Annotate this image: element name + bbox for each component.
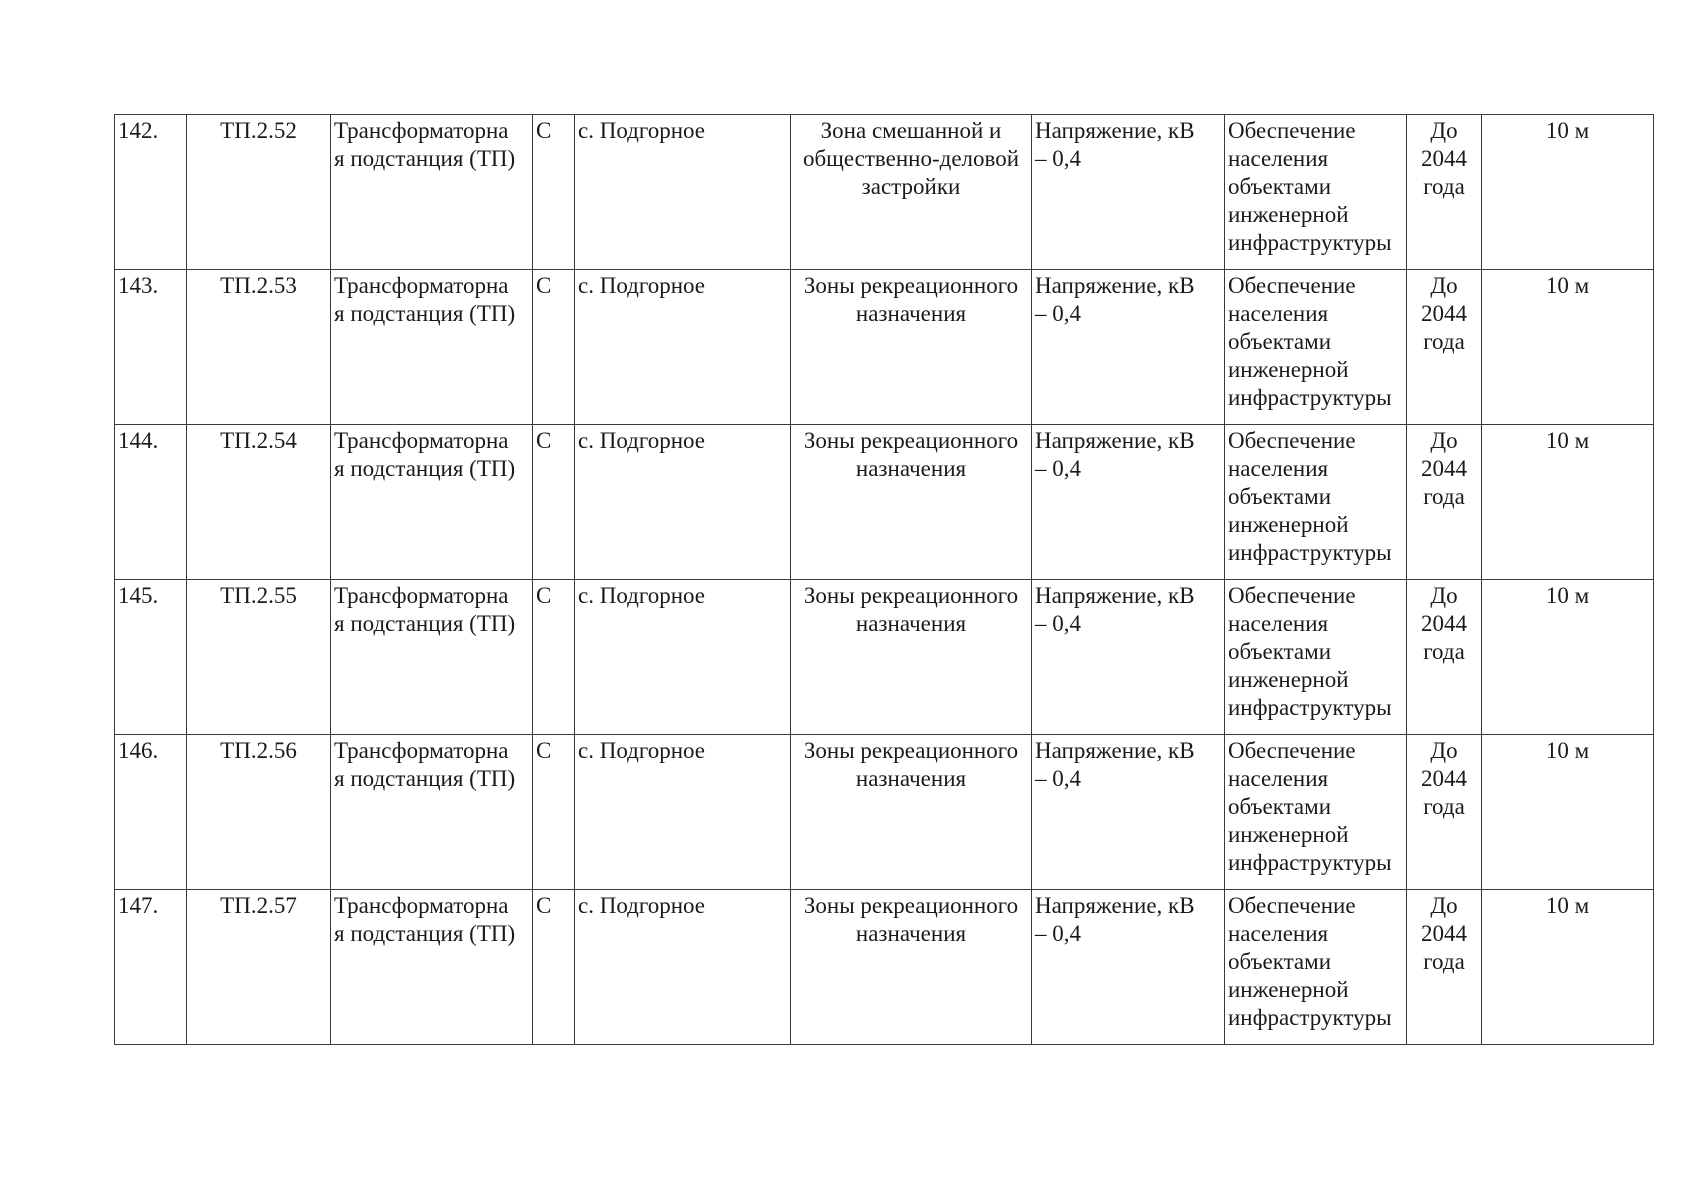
cell-status: С — [533, 115, 575, 270]
cell-location: с. Подгорное — [575, 735, 791, 890]
cell-status: С — [533, 890, 575, 1045]
object-name-line: я подстанция (ТП) — [334, 301, 516, 326]
cell-status: С — [533, 580, 575, 735]
cell-object-name — [331, 115, 533, 270]
cell-location: с. Подгорное — [575, 890, 791, 1045]
cell-functional-zone — [791, 890, 1032, 1045]
zone-line: Зоны рекреационного — [803, 738, 1019, 763]
cell-number: 147. — [115, 890, 187, 1045]
cell-parameters — [1032, 735, 1225, 890]
object-name-line: Трансформаторна — [334, 428, 509, 453]
parameter-line: – 0,4 — [1035, 146, 1081, 171]
purpose-line: объектами — [1228, 484, 1332, 509]
purpose-line: Обеспечение — [1228, 893, 1356, 918]
cell-purpose — [1225, 425, 1407, 580]
cell-code: ТП.2.52 — [187, 115, 331, 270]
term-line: года — [1423, 794, 1465, 819]
cell-object-name — [331, 425, 533, 580]
cell-parameters — [1032, 890, 1225, 1045]
cell-functional-zone — [791, 115, 1032, 270]
cell-parameters — [1032, 425, 1225, 580]
table-row — [115, 580, 1654, 735]
object-name-line: Трансформаторна — [334, 738, 509, 763]
table-row — [115, 270, 1654, 425]
zone-line: назначения — [855, 456, 967, 481]
purpose-line: Обеспечение — [1228, 738, 1356, 763]
purpose-line: объектами — [1228, 949, 1332, 974]
cell-number: 145. — [115, 580, 187, 735]
cell-functional-zone — [791, 425, 1032, 580]
parameter-line: Напряжение, кВ — [1035, 738, 1195, 763]
object-name-line: я подстанция (ТП) — [334, 766, 516, 791]
term-line: 2044 — [1421, 301, 1467, 326]
purpose-line: населения — [1228, 921, 1329, 946]
parameter-line: – 0,4 — [1035, 301, 1081, 326]
purpose-line: инженерной — [1228, 822, 1349, 847]
parameter-line: Напряжение, кВ — [1035, 428, 1195, 453]
purpose-line: инженерной — [1228, 357, 1349, 382]
zone-line: застройки — [861, 174, 961, 199]
cell-term — [1407, 115, 1482, 270]
cell-parameters — [1032, 115, 1225, 270]
parameter-line: – 0,4 — [1035, 766, 1081, 791]
cell-parameters — [1032, 270, 1225, 425]
cell-code: ТП.2.55 — [187, 580, 331, 735]
purpose-line: инженерной — [1228, 512, 1349, 537]
cell-object-name — [331, 890, 533, 1045]
cell-number: 143. — [115, 270, 187, 425]
term-line: года — [1423, 639, 1465, 664]
cell-location: с. Подгорное — [575, 270, 791, 425]
cell-code: ТП.2.57 — [187, 890, 331, 1045]
object-name-line: Трансформаторна — [334, 893, 509, 918]
zone-line: общественно-деловой — [802, 146, 1020, 171]
zone-line: Зоны рекреационного — [803, 583, 1019, 608]
cell-term — [1407, 270, 1482, 425]
cell-parameters — [1032, 580, 1225, 735]
purpose-line: инженерной — [1228, 667, 1349, 692]
object-name-line: Трансформаторна — [334, 273, 509, 298]
cell-object-name — [331, 580, 533, 735]
cell-number: 146. — [115, 735, 187, 890]
term-line: До — [1430, 118, 1458, 143]
zone-line: Зоны рекреационного — [803, 893, 1019, 918]
cell-term — [1407, 580, 1482, 735]
purpose-line: инфраструктуры — [1228, 385, 1392, 410]
cell-status: С — [533, 425, 575, 580]
table-body — [115, 115, 1654, 1045]
cell-code: ТП.2.54 — [187, 425, 331, 580]
purpose-line: инженерной — [1228, 977, 1349, 1002]
zone-line: Зона смешанной и — [820, 118, 1002, 143]
parameter-line: Напряжение, кВ — [1035, 273, 1195, 298]
cell-zone-size: 10 м — [1482, 580, 1654, 735]
purpose-line: объектами — [1228, 329, 1332, 354]
term-line: года — [1423, 329, 1465, 354]
table-row — [115, 115, 1654, 270]
term-line: года — [1423, 949, 1465, 974]
cell-object-name — [331, 735, 533, 890]
object-name-line: Трансформаторна — [334, 118, 509, 143]
purpose-line: инфраструктуры — [1228, 695, 1392, 720]
term-line: До — [1430, 583, 1458, 608]
cell-functional-zone — [791, 580, 1032, 735]
object-name-line: я подстанция (ТП) — [334, 611, 516, 636]
cell-zone-size: 10 м — [1482, 425, 1654, 580]
purpose-line: инфраструктуры — [1228, 850, 1392, 875]
purpose-line: инфраструктуры — [1228, 540, 1392, 565]
cell-location: с. Подгорное — [575, 115, 791, 270]
term-line: 2044 — [1421, 766, 1467, 791]
purpose-line: инфраструктуры — [1228, 230, 1392, 255]
purpose-line: инженерной — [1228, 202, 1349, 227]
parameter-line: – 0,4 — [1035, 456, 1081, 481]
cell-functional-zone — [791, 270, 1032, 425]
purpose-line: населения — [1228, 146, 1329, 171]
cell-number: 144. — [115, 425, 187, 580]
cell-term — [1407, 735, 1482, 890]
object-name-line: я подстанция (ТП) — [334, 146, 516, 171]
cell-functional-zone — [791, 735, 1032, 890]
cell-purpose — [1225, 735, 1407, 890]
purpose-line: Обеспечение — [1228, 428, 1356, 453]
table-row — [115, 735, 1654, 890]
cell-status: С — [533, 270, 575, 425]
parameter-line: Напряжение, кВ — [1035, 583, 1195, 608]
cell-zone-size: 10 м — [1482, 270, 1654, 425]
term-line: 2044 — [1421, 921, 1467, 946]
cell-zone-size: 10 м — [1482, 890, 1654, 1045]
cell-code: ТП.2.56 — [187, 735, 331, 890]
cell-zone-size: 10 м — [1482, 735, 1654, 890]
zone-line: назначения — [855, 921, 967, 946]
object-name-line: Трансформаторна — [334, 583, 509, 608]
zone-line: назначения — [855, 611, 967, 636]
purpose-line: объектами — [1228, 639, 1332, 664]
cell-location: с. Подгорное — [575, 425, 791, 580]
purpose-line: населения — [1228, 766, 1329, 791]
purpose-line: Обеспечение — [1228, 583, 1356, 608]
cell-location: с. Подгорное — [575, 580, 791, 735]
zone-line: назначения — [855, 766, 967, 791]
purpose-line: населения — [1228, 611, 1329, 636]
object-name-line: я подстанция (ТП) — [334, 456, 516, 481]
term-line: 2044 — [1421, 611, 1467, 636]
purpose-line: объектами — [1228, 174, 1332, 199]
cell-term — [1407, 890, 1482, 1045]
objects-table — [114, 114, 1654, 1045]
term-line: года — [1423, 484, 1465, 509]
term-line: До — [1430, 273, 1458, 298]
term-line: До — [1430, 428, 1458, 453]
term-line: 2044 — [1421, 456, 1467, 481]
cell-term — [1407, 425, 1482, 580]
purpose-line: инфраструктуры — [1228, 1005, 1392, 1030]
table-row — [115, 890, 1654, 1045]
parameter-line: Напряжение, кВ — [1035, 893, 1195, 918]
table-row — [115, 425, 1654, 580]
parameter-line: – 0,4 — [1035, 611, 1081, 636]
object-name-line: я подстанция (ТП) — [334, 921, 516, 946]
cell-purpose — [1225, 580, 1407, 735]
term-line: 2044 — [1421, 146, 1467, 171]
cell-number: 142. — [115, 115, 187, 270]
term-line: года — [1423, 174, 1465, 199]
term-line: До — [1430, 893, 1458, 918]
zone-line: Зоны рекреационного — [803, 273, 1019, 298]
parameter-line: Напряжение, кВ — [1035, 118, 1195, 143]
parameter-line: – 0,4 — [1035, 921, 1081, 946]
purpose-line: Обеспечение — [1228, 273, 1356, 298]
purpose-line: объектами — [1228, 794, 1332, 819]
document-page — [114, 114, 1654, 1045]
zone-line: назначения — [855, 301, 967, 326]
cell-zone-size: 10 м — [1482, 115, 1654, 270]
cell-code: ТП.2.53 — [187, 270, 331, 425]
zone-line: Зоны рекреационного — [803, 428, 1019, 453]
purpose-line: населения — [1228, 301, 1329, 326]
term-line: До — [1430, 738, 1458, 763]
cell-purpose — [1225, 270, 1407, 425]
cell-purpose — [1225, 115, 1407, 270]
purpose-line: Обеспечение — [1228, 118, 1356, 143]
cell-purpose — [1225, 890, 1407, 1045]
cell-object-name — [331, 270, 533, 425]
cell-status: С — [533, 735, 575, 890]
purpose-line: населения — [1228, 456, 1329, 481]
